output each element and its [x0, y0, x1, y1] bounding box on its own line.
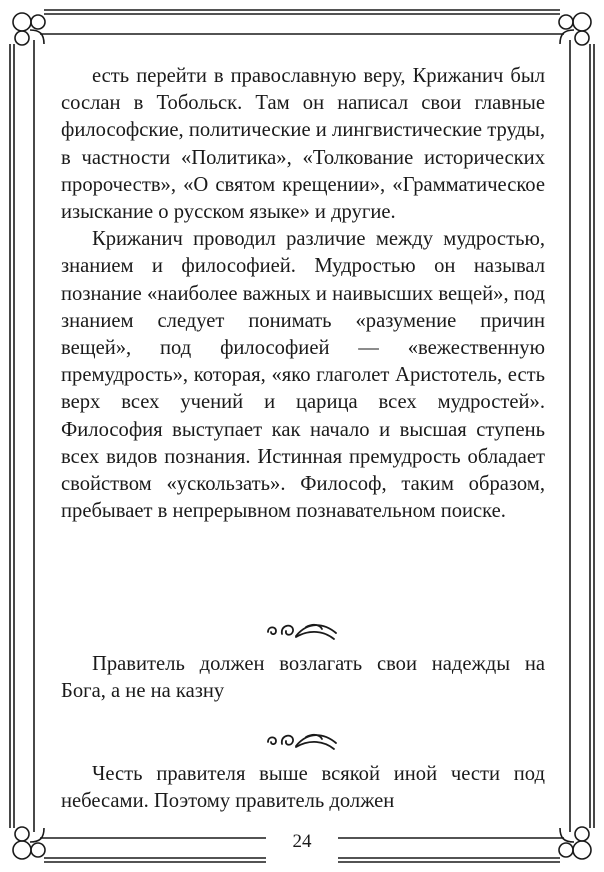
body-text — [61, 63, 545, 525]
aphorism-quote — [61, 651, 545, 705]
corner-ornament-bottom-left — [13, 827, 45, 859]
paragraph: Крижанич проводил различие между мудростью, знанием и философией. Мудростью он называл познание «наиболее важных и наивысших вещей», под знанием следует понимать «разумение причин вещей», под философией — «вежественную премудрость», которая, «яко глаголет Аристотель, есть верх всех учений и царица всех мудростей». Философия выступает как начало и высшая ступень всех видов познания. Истинная премудрость обладает свойством «ускользать». Философ, таким образом, пребывает в непрерывном познавательном поиске. — [61, 228, 545, 523]
corner-ornament-bottom-right — [559, 827, 591, 859]
paragraph: Правитель должен возлагать свои надежды на Бога, а не на казну — [61, 653, 545, 703]
paragraph: есть перейти в православную веру, Крижанич был сослан в Тобольск. Там он написал свои главные философские, политические и лингвистические труды, в частности «Политика», «Толкование исторических пророчеств», «О святом крещении», «Грамматическое изыскание о русском языке» и другие. — [61, 65, 545, 224]
flourish-divider-icon — [262, 617, 342, 643]
corner-ornament-top-right — [559, 13, 591, 45]
paragraph: Честь правителя выше всякой иной чести под небесами. Поэтому правитель должен — [61, 763, 545, 813]
aphorism-quote — [61, 761, 545, 815]
page-number: 24 — [292, 831, 312, 852]
flourish-divider-icon — [262, 727, 342, 753]
corner-ornament-top-left — [13, 13, 45, 45]
